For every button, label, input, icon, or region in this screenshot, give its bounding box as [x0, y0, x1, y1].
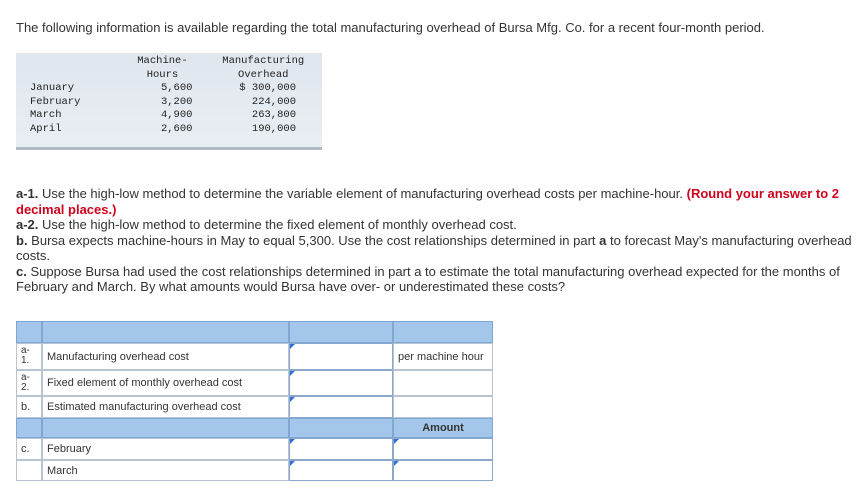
grid-header-row — [16, 321, 493, 343]
hours-cell: 5,600 — [160, 82, 193, 94]
february-dropdown-input[interactable] — [289, 438, 393, 460]
overhead-cell: 263,800 — [251, 109, 296, 121]
row-label: February — [47, 443, 92, 455]
header-overhead-2: Overhead — [238, 68, 289, 81]
fixed-cost-input[interactable] — [289, 370, 393, 396]
header-overhead-1: Manufacturing — [222, 55, 305, 67]
overhead-cell: $ 300,000 — [239, 82, 296, 94]
hours-cell: 4,900 — [160, 109, 193, 121]
question-c: c. Suppose Bursa had used the cost relationships determined in part a to estimate the total manufacturing overhead expected for the months of February and March. By what amounts would Bursa have over- or underestimated these costs? — [16, 263, 840, 294]
month-cell: January — [30, 82, 75, 94]
row-a2: a- 2. Fixed element of monthly overhead cost — [16, 370, 493, 396]
row-c-february: c. February — [16, 438, 493, 460]
overhead-cell: 190,000 — [251, 122, 296, 135]
header-machine-hours-2: Hours — [146, 68, 179, 81]
may-estimate-input[interactable] — [289, 396, 393, 418]
row-label: Fixed element of monthly overhead cost — [47, 377, 243, 389]
march-amount-input[interactable] — [393, 460, 493, 481]
rounding-note: (Round your answer to 2 decimal places.) — [16, 186, 840, 217]
overhead-data-table — [16, 55, 322, 136]
month-cell: March — [30, 109, 62, 121]
question-b: b. Bursa expects machine-hours in May to equal 5,300. Use the cost relationships determined in part a to forecast May's manufacturing overhead costs. — [16, 232, 852, 263]
amount-header: Amount — [422, 422, 464, 434]
month-cell: April — [30, 122, 62, 135]
row-a1: a- 1. Manufacturing overhead cost per machine hour — [16, 343, 493, 370]
row-label: Manufacturing overhead cost — [47, 350, 189, 363]
table-row — [16, 82, 322, 96]
question-a2: a-2. Use the high-low method to determine the fixed element of monthly overhead cost. — [16, 217, 517, 232]
february-amount-input[interactable] — [393, 438, 493, 460]
row-label: Estimated manufacturing overhead cost — [47, 401, 241, 413]
grid-amount-header-row — [16, 418, 493, 438]
march-dropdown-input[interactable] — [289, 460, 393, 481]
row-c-march — [16, 460, 493, 481]
overhead-cell: 224,000 — [251, 95, 296, 108]
hours-cell: 3,200 — [160, 95, 193, 108]
unit-label: per machine hour — [398, 350, 484, 363]
question-list — [16, 186, 856, 295]
table-row — [16, 109, 322, 123]
variable-cost-input[interactable] — [289, 343, 393, 370]
data-table-panel — [16, 53, 322, 150]
header-machine-hours-1: Machine- — [137, 55, 188, 67]
table-row — [16, 123, 322, 137]
row-label: March — [47, 464, 78, 477]
row-b: b. Estimated manufacturing overhead cost — [16, 396, 493, 418]
table-row — [16, 96, 322, 110]
problem-intro: The following information is available regarding the total manufacturing overhead of Bursa Mfg. Co. for a recent four-month period. — [16, 20, 765, 35]
question-a1: a-1. Use the high-low method to determine the variable element of manufacturing overhead costs per machine-hour. (Round your answer to 2 decimal places.) — [16, 186, 840, 217]
month-cell: February — [30, 95, 81, 108]
hours-cell: 2,600 — [160, 122, 193, 135]
